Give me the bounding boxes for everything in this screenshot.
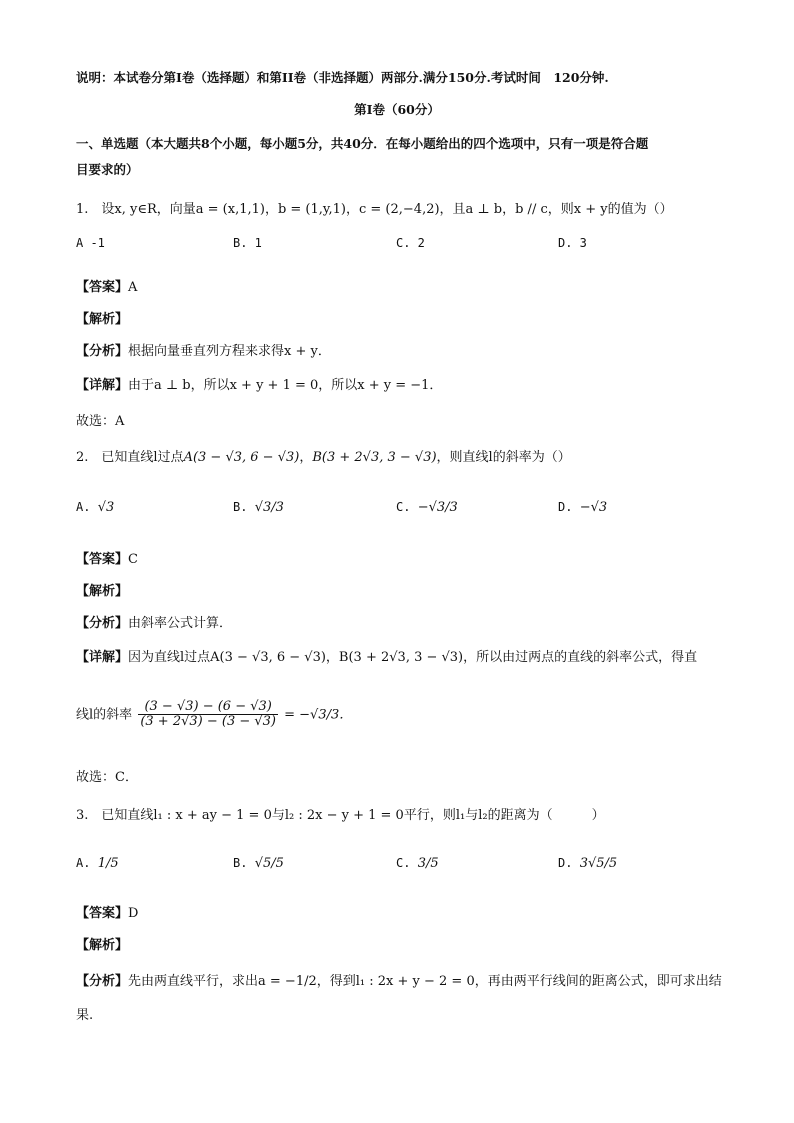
q2-detail-row [76, 646, 697, 665]
detail-tag: 【详解】 [76, 650, 129, 665]
q3-option-b [233, 856, 284, 871]
q2-option-b [233, 500, 284, 515]
q2-fenxi-row [76, 612, 232, 631]
q2-fenxi: 由斜率公式计算． [128, 616, 233, 631]
fenxi-tag: 【分析】 [76, 974, 129, 989]
q1-fenxi: 根据向量垂直列方程来求得x + y． [128, 344, 331, 359]
q2-option-b-value: √3/3 [254, 500, 284, 515]
q2-answer-row [76, 548, 138, 567]
q2-slope-fraction [138, 700, 278, 730]
q3-option-a [76, 856, 119, 871]
q1-option-b: B. 1 [233, 236, 262, 250]
q1-option-a: A -1 [76, 236, 105, 250]
q2-option-b-label: B. [233, 500, 248, 514]
q3-fenxi-line1: 先由两直线平行，求出a = −1/2，得到l₁ : 2x + y − 2 = 0，再由两平行线间的距离公式，即可求出结 [128, 974, 722, 989]
q3-option-a-value: 1/5 [97, 856, 119, 871]
q3-option-c-label: C. [396, 856, 411, 870]
q2-analysis-tag: 【解析】 [76, 584, 129, 599]
q3-option-d [558, 856, 617, 871]
q2-point-b: B(3 + 2√3, 3 − √3) [312, 450, 437, 465]
q3-option-c [396, 856, 439, 871]
q3-answer: D [128, 906, 139, 921]
q2-slope-numerator: (3 − √3) − (6 − √3) [138, 700, 278, 715]
q2-slope-denominator: (3 + 2√3) − (3 − √3) [140, 714, 276, 730]
q2-conclusion: 故选：C． [76, 770, 138, 785]
detail-tag: 【详解】 [76, 378, 129, 393]
q1-option-d: D. 3 [558, 236, 587, 250]
q2-option-c-value: −√3/3 [417, 500, 458, 515]
q3-option-d-value: 3√5/5 [579, 856, 618, 871]
q3-answer-row [76, 902, 138, 921]
q1-detail: 由于a ⊥ b，所以x + y + 1 = 0，所以x + y = −1． [128, 378, 443, 393]
question-3-stem: 3. 已知直线l₁ : x + ay − 1 = 0与l₂ : 2x − y + 1 = 0平行，则l₁与l₂的距离为（ ） [76, 808, 605, 823]
q1-analysis-tag: 【解析】 [76, 312, 129, 327]
q1-detail-row [76, 374, 442, 393]
q3-option-c-value: 3/5 [417, 856, 439, 871]
q2-detail-line2 [76, 700, 352, 730]
q2-option-d [558, 500, 607, 515]
q2-option-c [396, 500, 458, 515]
q2-option-a-label: A. [76, 500, 91, 514]
answer-tag: 【答案】 [76, 906, 129, 921]
q2-option-d-label: D. [558, 500, 573, 514]
q2-option-d-value: −√3 [579, 500, 608, 515]
q1-conclusion: 故选：A [76, 414, 125, 429]
q2-option-a-value: √3 [97, 500, 115, 515]
q1-answer-row [76, 276, 137, 295]
q3-fenxi-line2: 果. [76, 1008, 94, 1023]
answer-tag: 【答案】 [76, 280, 129, 295]
q3-analysis-tag: 【解析】 [76, 938, 129, 953]
q3-fenxi-row [76, 970, 722, 989]
q2-option-a [76, 500, 114, 515]
answer-tag: 【答案】 [76, 552, 129, 567]
q3-option-b-label: B. [233, 856, 248, 870]
q2-option-c-label: C. [396, 500, 411, 514]
q2-slope-result: = −√3/3． [284, 707, 353, 723]
q2-point-a: A(3 − √3, 6 − √3) [183, 450, 300, 465]
section-heading-line2: 目要求的） [76, 162, 139, 177]
fenxi-tag: 【分析】 [76, 344, 129, 359]
q2-answer: C [128, 552, 138, 567]
fenxi-tag: 【分析】 [76, 616, 129, 631]
q2-stem-pre: 2. 已知直线l过点 [76, 450, 184, 465]
q1-option-c: C. 2 [396, 236, 425, 250]
q3-option-d-label: D. [558, 856, 573, 870]
exam-instructions: 说明：本试卷分第Ⅰ卷（选择题）和第II卷（非选择题）两部分.满分150分.考试时间 120分钟. [76, 70, 609, 85]
q1-answer: A [128, 280, 138, 295]
q3-option-a-label: A. [76, 856, 91, 870]
q2-detail-line1: 因为直线l过点A(3 − √3, 6 − √3)，B(3 + 2√3, 3 − √3)，所以由过两点的直线的斜率公式，得直 [128, 650, 698, 665]
question-2-stem: 2. 已知直线l过点A(3 − √3, 6 − √3)，B(3 + 2√3, 3 − √3)，则直线l的斜率为（） [76, 450, 571, 465]
q1-fenxi-row [76, 340, 331, 359]
q3-option-b-value: √5/5 [254, 856, 284, 871]
q2-stem-post: ，则直线l的斜率为（） [436, 450, 571, 465]
part-title: 第Ⅰ卷（60分） [354, 102, 440, 117]
section-heading-line1: 一、单选题（本大题共8个小题，每小题5分，共40分．在每小题给出的四个选项中，只有一项是符合题 [76, 136, 649, 151]
question-1-stem: 1. 设x, y∈R，向量a = (x,1,1)，b = (1,y,1)，c = (2,−4,2)，且a ⊥ b，b // c，则x + y的值为（） [76, 202, 673, 217]
q2-detail-line2-pre: 线l的斜率 [76, 707, 133, 723]
